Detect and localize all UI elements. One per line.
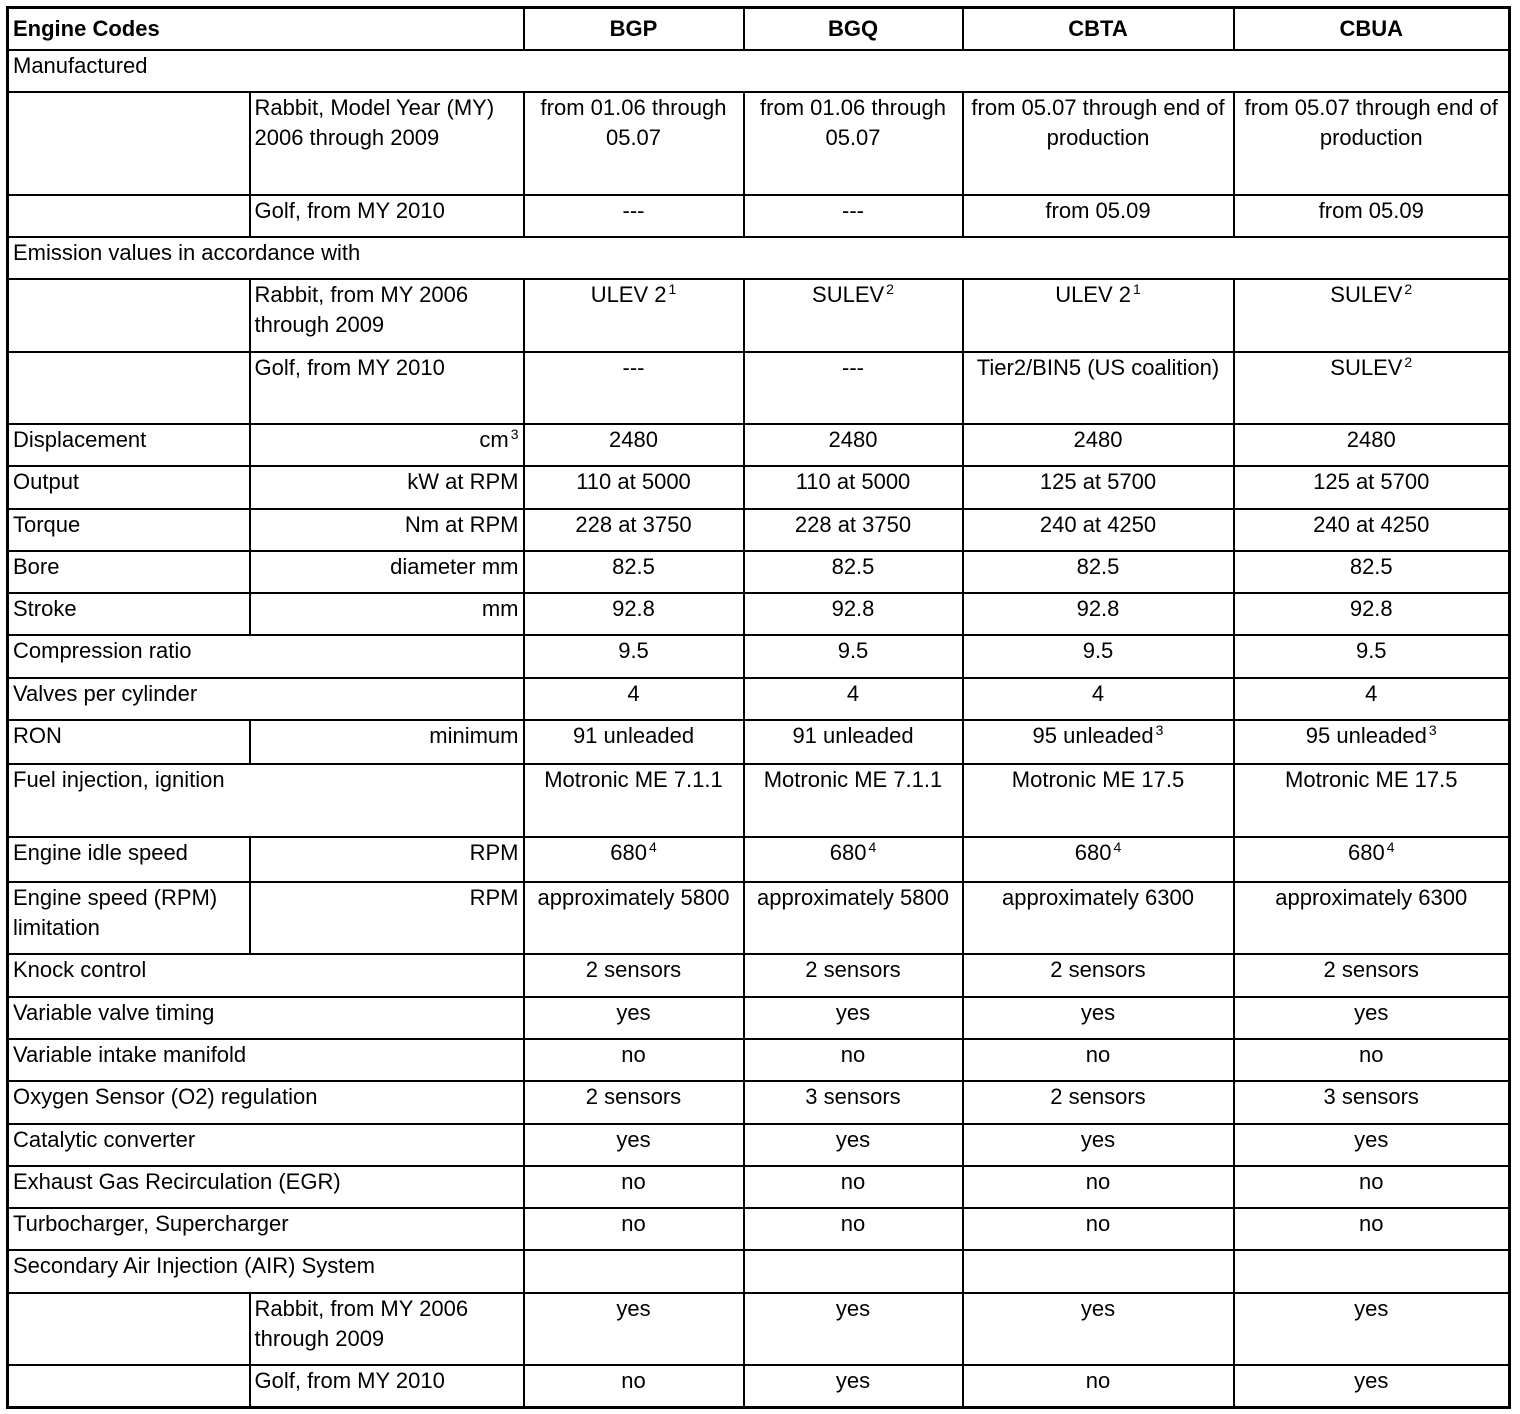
fuel-cbta: Motronic ME 17.5 — [963, 764, 1234, 836]
o2-label: Oxygen Sensor (O2) regulation — [8, 1081, 524, 1123]
displacement-cbua: 2480 — [1234, 424, 1510, 466]
manufactured-rabbit-cbta: from 05.07 through end of production — [963, 92, 1234, 195]
ron-value: 95 unleaded — [1032, 722, 1154, 748]
ron-row — [8, 720, 1510, 764]
turbo-label: Turbocharger, Supercharger — [8, 1208, 524, 1250]
output-bgq: 110 at 5000 — [744, 466, 963, 508]
bore-label: Bore — [8, 551, 250, 593]
air-golf-bgq: yes — [744, 1365, 963, 1407]
o2-bgp: 2 sensors — [524, 1081, 744, 1123]
manufactured-rabbit-bgq: from 01.06 through 05.07 — [744, 92, 963, 195]
empty-cell — [8, 92, 250, 195]
empty-cell — [8, 352, 250, 424]
emission-golf-bgp: --- — [524, 352, 744, 424]
torque-bgq: 228 at 3750 — [744, 509, 963, 551]
manufactured-rabbit-bgp: from 01.06 through 05.07 — [524, 92, 744, 195]
vvt-bgq: yes — [744, 997, 963, 1039]
emission-label: Emission values in accordance with — [8, 237, 1510, 279]
air-rabbit-bgq: yes — [744, 1293, 963, 1365]
valves-bgp: 4 — [524, 678, 744, 720]
emission-value: SULEV — [1330, 354, 1403, 380]
footnote-marker: 4 — [868, 838, 877, 855]
empty-cell — [524, 1250, 744, 1292]
output-row — [8, 466, 1510, 508]
emission-value: ULEV 2 — [1055, 282, 1132, 308]
engine-codes-label: Engine Codes — [8, 8, 524, 50]
unit-text: cm — [479, 427, 509, 453]
footnote-marker: 2 — [886, 281, 894, 298]
header-row — [8, 8, 1510, 50]
idle-unit: RPM — [250, 837, 524, 882]
turbo-cbua: no — [1234, 1208, 1510, 1250]
ron-cbta — [963, 720, 1234, 764]
stroke-label: Stroke — [8, 593, 250, 635]
torque-label: Torque — [8, 509, 250, 551]
air-label: Secondary Air Injection (AIR) System — [8, 1250, 524, 1292]
footnote-marker: 4 — [1113, 838, 1122, 855]
air-rabbit-label: Rabbit, from MY 2006 through 2009 — [250, 1293, 524, 1365]
bore-cbua: 82.5 — [1234, 551, 1510, 593]
torque-cbua: 240 at 4250 — [1234, 509, 1510, 551]
egr-row — [8, 1166, 1510, 1208]
manufactured-golf-bgp: --- — [524, 195, 744, 237]
displacement-cbta: 2480 — [963, 424, 1234, 466]
air-golf-label: Golf, from MY 2010 — [250, 1365, 524, 1407]
empty-cell — [744, 1250, 963, 1292]
limit-unit: RPM — [250, 882, 524, 954]
air-row — [8, 1250, 1510, 1292]
manufactured-rabbit-cbua: from 05.07 through end of production — [1234, 92, 1510, 195]
footnote-marker: 4 — [1386, 838, 1395, 855]
emission-rabbit-row — [8, 279, 1510, 351]
ron-unit: minimum — [250, 720, 524, 764]
footnote-marker: 1 — [668, 281, 677, 298]
emission-rabbit-bgp — [524, 279, 744, 351]
output-cbta: 125 at 5700 — [963, 466, 1234, 508]
limit-cbta: approximately 6300 — [963, 882, 1234, 954]
limit-bgq: approximately 5800 — [744, 882, 963, 954]
bore-unit: diameter mm — [250, 551, 524, 593]
valves-cbua: 4 — [1234, 678, 1510, 720]
footnote-marker: 1 — [1133, 281, 1141, 298]
egr-bgq: no — [744, 1166, 963, 1208]
air-golf-cbua: yes — [1234, 1365, 1510, 1407]
air-rabbit-bgp: yes — [524, 1293, 744, 1365]
o2-row — [8, 1081, 1510, 1123]
idle-value: 680 — [1347, 839, 1385, 865]
footnote-marker: 4 — [648, 838, 657, 855]
empty-cell — [8, 1365, 250, 1407]
fuel-label: Fuel injection, ignition — [8, 764, 524, 836]
bore-bgq: 82.5 — [744, 551, 963, 593]
idle-value: 680 — [610, 839, 647, 865]
o2-cbta: 2 sensors — [963, 1081, 1234, 1123]
code-bgq: BGQ — [744, 8, 963, 50]
egr-label: Exhaust Gas Recirculation (EGR) — [8, 1166, 524, 1208]
manufactured-golf-cbua: from 05.09 — [1234, 195, 1510, 237]
compression-bgq: 9.5 — [744, 635, 963, 677]
emission-golf-cbua — [1234, 352, 1510, 424]
empty-cell — [1234, 1250, 1510, 1292]
vim-label: Variable intake manifold — [8, 1039, 524, 1081]
vim-row — [8, 1039, 1510, 1081]
footnote-marker: 3 — [1428, 721, 1437, 738]
ron-label: RON — [8, 720, 250, 764]
limit-row — [8, 882, 1510, 954]
emission-value: ULEV 2 — [590, 282, 667, 308]
empty-cell — [8, 279, 250, 351]
footnote-marker: 2 — [1404, 281, 1413, 298]
manufactured-row — [8, 50, 1510, 92]
output-label: Output — [8, 466, 250, 508]
torque-unit: Nm at RPM — [250, 509, 524, 551]
air-golf-row — [8, 1365, 1510, 1407]
egr-bgp: no — [524, 1166, 744, 1208]
torque-cbta: 240 at 4250 — [963, 509, 1234, 551]
emission-rabbit-label: Rabbit, from MY 2006 through 2009 — [250, 279, 524, 351]
empty-cell — [963, 1250, 1234, 1292]
idle-bgp — [524, 837, 744, 882]
displacement-label: Displacement — [8, 424, 250, 466]
bore-cbta: 82.5 — [963, 551, 1234, 593]
manufactured-label: Manufactured — [8, 50, 1510, 92]
o2-cbua: 3 sensors — [1234, 1081, 1510, 1123]
cat-bgp: yes — [524, 1124, 744, 1166]
stroke-cbta: 92.8 — [963, 593, 1234, 635]
idle-label: Engine idle speed — [8, 837, 250, 882]
manufactured-golf-bgq: --- — [744, 195, 963, 237]
egr-cbta: no — [963, 1166, 1234, 1208]
knock-bgq: 2 sensors — [744, 954, 963, 996]
cat-bgq: yes — [744, 1124, 963, 1166]
cat-cbta: yes — [963, 1124, 1234, 1166]
emission-value: SULEV — [812, 282, 885, 308]
compression-row — [8, 635, 1510, 677]
stroke-bgq: 92.8 — [744, 593, 963, 635]
engine-spec-table — [6, 6, 1511, 1409]
vvt-bgp: yes — [524, 997, 744, 1039]
stroke-bgp: 92.8 — [524, 593, 744, 635]
ron-value: 95 unleaded — [1305, 722, 1427, 748]
output-cbua: 125 at 5700 — [1234, 466, 1510, 508]
displacement-bgp: 2480 — [524, 424, 744, 466]
emission-rabbit-cbta — [963, 279, 1234, 351]
knock-cbua: 2 sensors — [1234, 954, 1510, 996]
bore-bgp: 82.5 — [524, 551, 744, 593]
unit-superscript: 3 — [510, 426, 519, 443]
knock-bgp: 2 sensors — [524, 954, 744, 996]
fuel-bgq: Motronic ME 7.1.1 — [744, 764, 963, 836]
emission-row — [8, 237, 1510, 279]
vvt-cbta: yes — [963, 997, 1234, 1039]
limit-cbua: approximately 6300 — [1234, 882, 1510, 954]
torque-bgp: 228 at 3750 — [524, 509, 744, 551]
manufactured-golf-label: Golf, from MY 2010 — [250, 195, 524, 237]
manufactured-golf-row — [8, 195, 1510, 237]
output-unit: kW at RPM — [250, 466, 524, 508]
manufactured-golf-cbta: from 05.09 — [963, 195, 1234, 237]
turbo-bgq: no — [744, 1208, 963, 1250]
cat-label: Catalytic converter — [8, 1124, 524, 1166]
air-rabbit-cbua: yes — [1234, 1293, 1510, 1365]
fuel-cbua: Motronic ME 17.5 — [1234, 764, 1510, 836]
code-cbta: CBTA — [963, 8, 1234, 50]
displacement-bgq: 2480 — [744, 424, 963, 466]
stroke-row — [8, 593, 1510, 635]
knock-label: Knock control — [8, 954, 524, 996]
cat-row — [8, 1124, 1510, 1166]
turbo-row — [8, 1208, 1510, 1250]
fuel-row — [8, 764, 1510, 836]
air-golf-bgp: no — [524, 1365, 744, 1407]
idle-cbta — [963, 837, 1234, 882]
limit-label: Engine speed (RPM) limitation — [8, 882, 250, 954]
knock-row — [8, 954, 1510, 996]
vvt-row — [8, 997, 1510, 1039]
valves-cbta: 4 — [963, 678, 1234, 720]
emission-value: SULEV — [1330, 282, 1403, 308]
air-golf-cbta: no — [963, 1365, 1234, 1407]
emission-golf-label: Golf, from MY 2010 — [250, 352, 524, 424]
torque-row — [8, 509, 1510, 551]
stroke-cbua: 92.8 — [1234, 593, 1510, 635]
emission-golf-cbta: Tier2/BIN5 (US coalition) — [963, 352, 1234, 424]
emission-golf-row — [8, 352, 1510, 424]
compression-cbua: 9.5 — [1234, 635, 1510, 677]
idle-value: 680 — [1074, 839, 1112, 865]
footnote-marker: 3 — [1155, 721, 1164, 738]
manufactured-rabbit-row — [8, 92, 1510, 195]
knock-cbta: 2 sensors — [963, 954, 1234, 996]
valves-bgq: 4 — [744, 678, 963, 720]
vim-bgp: no — [524, 1039, 744, 1081]
air-rabbit-row — [8, 1293, 1510, 1365]
idle-cbua — [1234, 837, 1510, 882]
ron-bgq: 91 unleaded — [744, 720, 963, 764]
idle-value: 680 — [829, 839, 867, 865]
idle-bgq — [744, 837, 963, 882]
code-cbua: CBUA — [1234, 8, 1510, 50]
displacement-unit — [250, 424, 524, 466]
compression-bgp: 9.5 — [524, 635, 744, 677]
stroke-unit: mm — [250, 593, 524, 635]
compression-label: Compression ratio — [8, 635, 524, 677]
valves-row — [8, 678, 1510, 720]
footnote-marker: 2 — [1404, 353, 1413, 370]
vim-bgq: no — [744, 1039, 963, 1081]
cat-cbua: yes — [1234, 1124, 1510, 1166]
fuel-bgp: Motronic ME 7.1.1 — [524, 764, 744, 836]
ron-cbua — [1234, 720, 1510, 764]
bore-row — [8, 551, 1510, 593]
idle-row — [8, 837, 1510, 882]
emission-golf-bgq: --- — [744, 352, 963, 424]
vvt-label: Variable valve timing — [8, 997, 524, 1039]
displacement-row — [8, 424, 1510, 466]
vvt-cbua: yes — [1234, 997, 1510, 1039]
vim-cbta: no — [963, 1039, 1234, 1081]
manufactured-rabbit-label: Rabbit, Model Year (MY) 2006 through 2009 — [250, 92, 524, 195]
o2-bgq: 3 sensors — [744, 1081, 963, 1123]
emission-rabbit-bgq — [744, 279, 963, 351]
empty-cell — [8, 195, 250, 237]
ron-bgp: 91 unleaded — [524, 720, 744, 764]
air-rabbit-cbta: yes — [963, 1293, 1234, 1365]
egr-cbua: no — [1234, 1166, 1510, 1208]
emission-rabbit-cbua — [1234, 279, 1510, 351]
limit-bgp: approximately 5800 — [524, 882, 744, 954]
output-bgp: 110 at 5000 — [524, 466, 744, 508]
compression-cbta: 9.5 — [963, 635, 1234, 677]
valves-label: Valves per cylinder — [8, 678, 524, 720]
code-bgp: BGP — [524, 8, 744, 50]
turbo-cbta: no — [963, 1208, 1234, 1250]
vim-cbua: no — [1234, 1039, 1510, 1081]
empty-cell — [8, 1293, 250, 1365]
turbo-bgp: no — [524, 1208, 744, 1250]
